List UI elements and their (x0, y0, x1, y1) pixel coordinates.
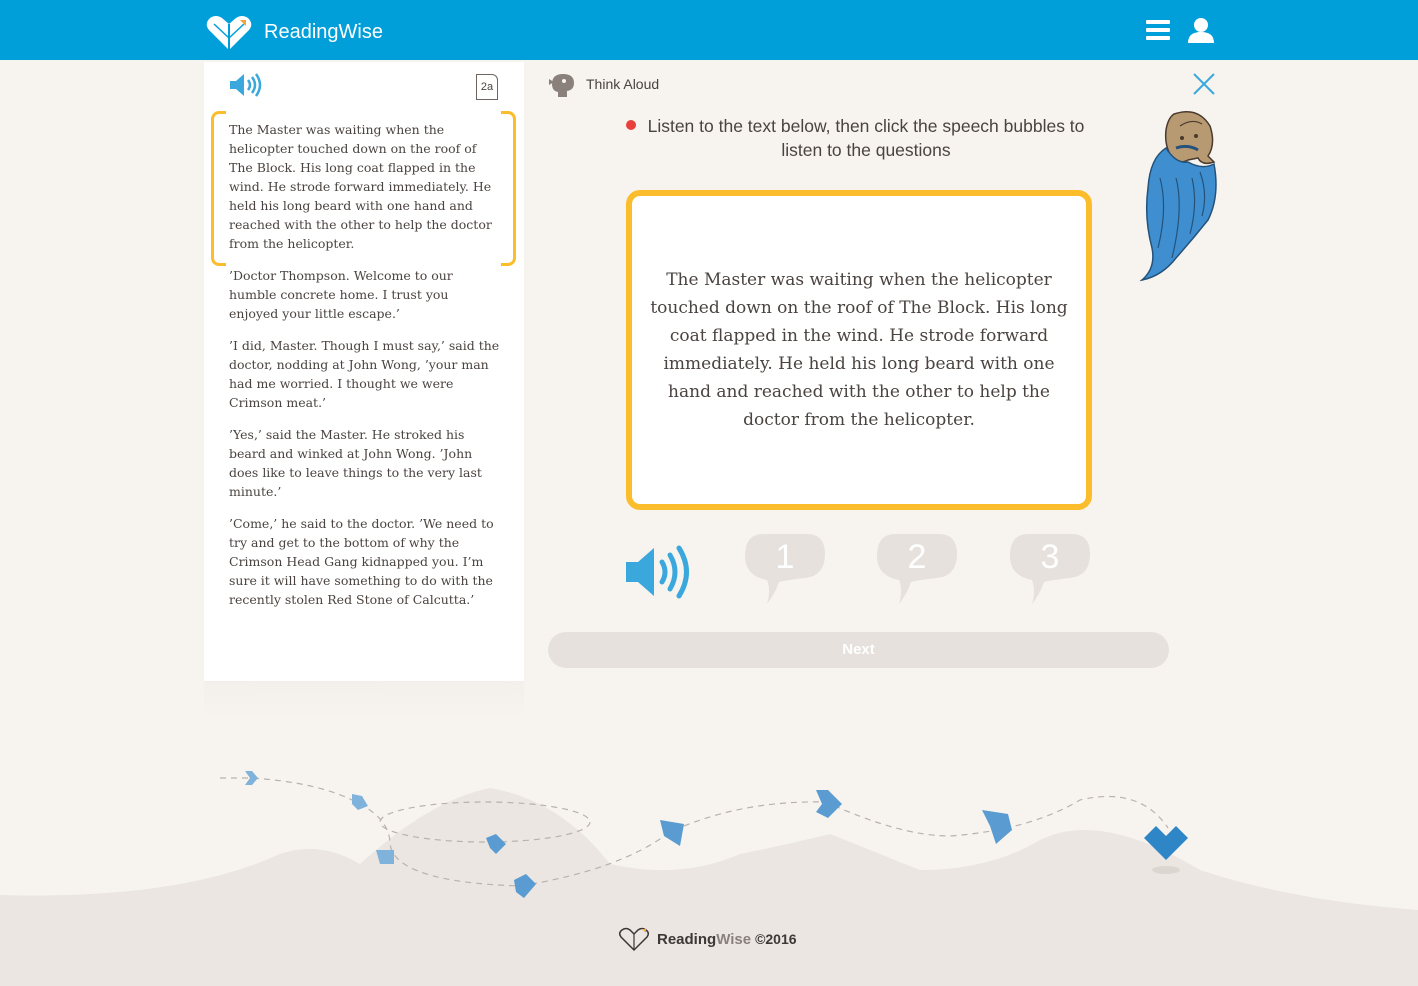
footer-brand-reading: Reading (657, 930, 717, 948)
bubble-number: 1 (775, 538, 795, 576)
hamburger-menu-icon[interactable] (1146, 20, 1170, 40)
close-icon[interactable] (1192, 72, 1216, 96)
footer-brand-wise: Wise (716, 930, 752, 948)
master-character-illustration (1136, 108, 1222, 286)
top-header (0, 0, 1418, 60)
instruction-text: Listen to the text below, then click the speech bubbles to listen to the questions (647, 116, 1085, 160)
paragraph-1[interactable]: The Master was waiting when the helicopter touched down on the roof of The Block. His long coat flapped in the wind. He strode forward immediately. He held his long beard with one hand and reached with the other to help the doctor from the helicopter. (229, 120, 501, 253)
bubble-number: 3 (1040, 538, 1060, 576)
panel-shadow (204, 681, 524, 721)
status-dot (626, 120, 636, 130)
reading-text-box (626, 190, 1092, 510)
paragraph-4[interactable]: ’Yes,’ said the Master. He stroked his beard and winked at John Wong. ’John does like to leave things to the very last minute.’ (229, 427, 482, 499)
brand[interactable] (204, 12, 383, 52)
speaker-icon[interactable] (228, 72, 262, 98)
thinking-head-icon (548, 72, 576, 98)
paragraph-2[interactable]: ’Doctor Thompson. Welcome to our humble concrete home. I trust you enjoyed your little escape.’ (229, 268, 453, 321)
story-text-panel (204, 62, 524, 681)
brand-name: ReadingWise (264, 20, 383, 43)
activity-title: Think Aloud (586, 76, 660, 92)
footer-brand (618, 926, 797, 952)
bubble-number: 2 (907, 538, 927, 576)
progress-map-landscape (0, 760, 1418, 920)
next-button[interactable]: Next (548, 632, 1169, 668)
footer-brand-name (657, 931, 751, 948)
footer (0, 910, 1418, 986)
readingwise-logo-icon (618, 926, 650, 952)
reading-text: The Master was waiting when the helicopter touched down on the roof of The Block. His long coat flapped in the wind. He strode forward immediately. He held his long beard with one hand and reached with the other to help the doctor from the helicopter. (650, 270, 1068, 430)
paragraph-3[interactable]: ’I did, Master. Though I must say,’ said the doctor, nodding at John Wong, ’your man had me worried. I thought we were Crimson meat.’ (229, 338, 500, 410)
user-icon[interactable] (1187, 17, 1215, 43)
paragraph-list (229, 120, 501, 622)
paragraph-5[interactable]: ’Come,’ he said to the doctor. ’We need to try and get to the bottom of why the Crimson Head Gang kidnapped you. I’m sure it will have something to do with the recently stolen Red Stone of Calcutta.’ (229, 516, 494, 607)
question-bubble-2[interactable] (875, 532, 959, 608)
question-bubble-1[interactable] (743, 532, 827, 608)
play-audio-icon[interactable] (624, 544, 696, 600)
question-bubble-3[interactable] (1008, 532, 1092, 608)
readingwise-logo-icon (204, 12, 254, 52)
page-badge: 2a (476, 74, 498, 100)
copyright: ©2016 (755, 931, 797, 947)
